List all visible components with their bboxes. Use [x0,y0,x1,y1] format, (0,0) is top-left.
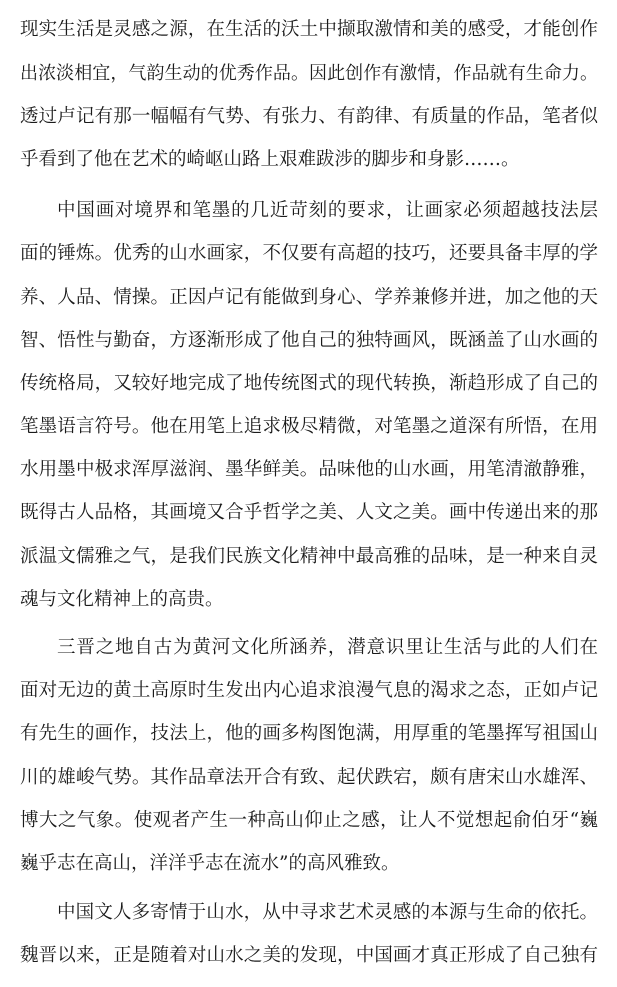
text-line: 面对无边的黄土高原时生发出内心追求浪漫气息的渴求之态，正如卢记 [20,680,598,701]
text-line: 既得古人品格，其画境又合乎哲学之美、人文之美。画中传递出来的那 [20,502,598,523]
text-line: 透过卢记有那一幅幅有气势、有张力、有韵律、有质量的作品，笔者似 [20,106,598,127]
text-line: 乎看到了他在艺术的崎岖山路上艰难跋涉的脚步和身影……。 [20,149,520,170]
text-line: 面的锤炼。优秀的山水画家，不仅要有高超的技巧，还要具备丰厚的学 [20,243,598,264]
text-line: 三晋之地自古为黄河文化所涵养，潜意识里让生活与此的人们在 [57,637,598,658]
text-line: 魂与文化精神上的高贵。 [20,589,224,610]
text-line: 中国画对境界和笔墨的几近苛刻的要求，让画家必须超越技法层 [57,200,598,221]
text-line: 巍乎志在高山，洋洋乎志在流水”的高风雅致。 [20,853,400,874]
text-line: 魏晋以来，正是随着对山水之美的发现，中国画才真正形成了自己独有 [20,945,598,966]
text-line: 出浓淡相宜，气韵生动的优秀作品。因此创作有激情，作品就有生命力。 [20,63,598,84]
text-line: 川的雄峻气势。其作品章法开合有致、起伏跌宕，颇有唐宋山水雄浑、 [20,767,598,788]
text-line: 现实生活是灵感之源，在生活的沃土中撷取激情和美的感受，才能创作 [20,19,598,40]
text-line: 智、悟性与勤奋，方逐渐形成了他自己的独特画风，既涵盖了山水画的 [20,330,598,351]
text-line: 派温文儒雅之气，是我们民族文化精神中最高雅的品味，是一种来自灵 [20,546,598,567]
text-line: 中国文人多寄情于山水，从中寻求艺术灵感的本源与生命的依托。 [57,902,598,923]
text-line: 水用墨中极求浑厚滋润、墨华鲜美。品味他的山水画，用笔清澈静雅， [20,459,598,480]
text-line: 博大之气象。使观者产生一种高山仰止之感，让人不觉想起俞伯牙“巍 [20,810,598,831]
text-line: 传统格局，又较好地完成了地传统图式的现代转换，渐趋形成了自己的 [20,373,598,394]
text-line: 养、人品、情操。正因卢记有能做到身心、学养兼修并进，加之他的天 [20,287,598,308]
text-line: 有先生的画作，技法上，他的画多构图饱满，用厚重的笔墨挥写祖国山 [20,723,598,744]
text-line: 笔墨语言符号。他在用笔上追求极尽精微，对笔墨之道深有所悟，在用 [20,416,598,437]
